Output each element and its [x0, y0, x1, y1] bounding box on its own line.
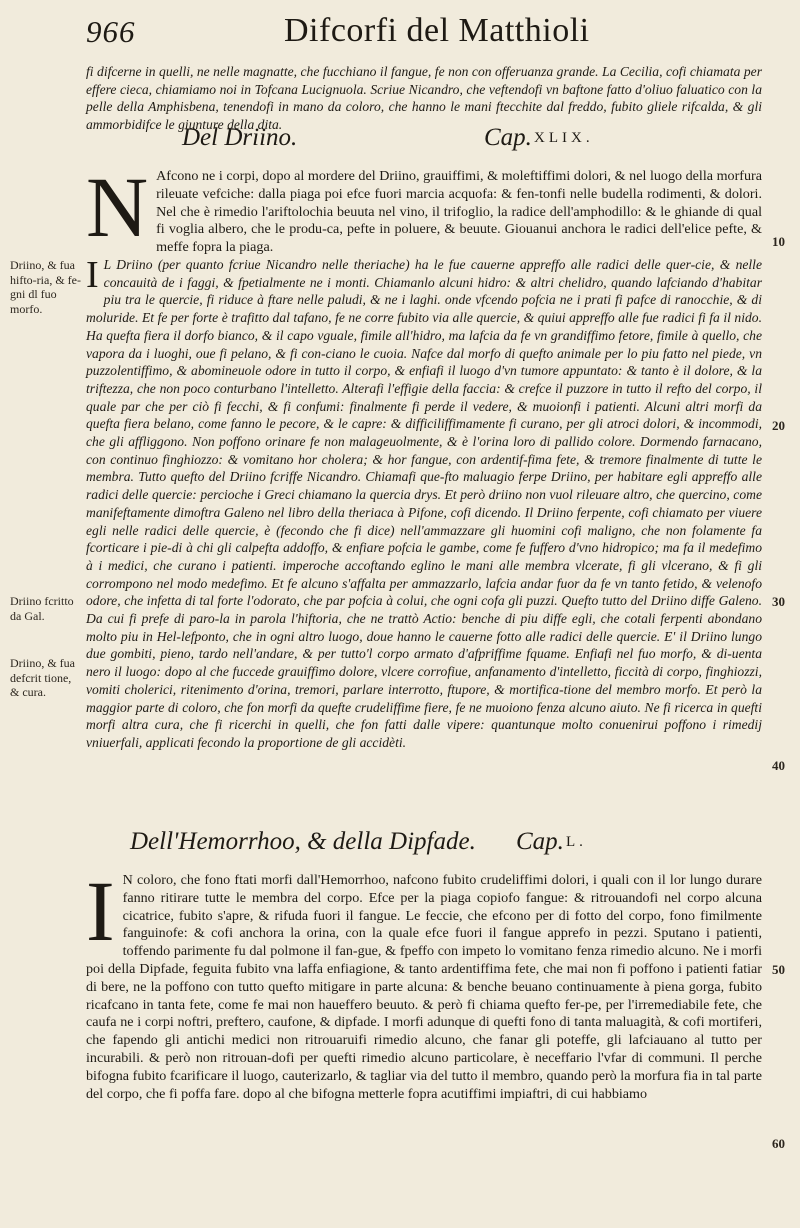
running-title: Difcorfi del Matthioli	[284, 12, 590, 49]
chapter-heading-driino	[86, 124, 762, 160]
chapter-title: Del Driino.	[182, 124, 298, 151]
margin-note: Driino, & fua defcrit tione, & cura.	[10, 656, 75, 699]
line-number-marker: 30	[772, 594, 785, 609]
chapter-title: Dell'Hemorrhoo, & della Dipfade.	[130, 828, 476, 855]
commentary-block	[86, 256, 762, 752]
chapter-number: XLIX.	[534, 130, 594, 146]
chapter-heading-hemorrhoo	[86, 828, 762, 864]
margin-note: Driino fcritto da Gal.	[10, 594, 74, 623]
line-number-marker: 20	[772, 418, 785, 433]
page-header	[86, 10, 766, 58]
line-number-marker: 40	[772, 758, 785, 773]
chapter2-text-block	[86, 863, 762, 1103]
chapter-text-body: Afcono ne i corpi, dopo al mordere del Driino, grauiffimi, & moleftiffimi dolori, & nel luogo della morfura rileuate vefciche: dalla piaga poi efce fuori marcia acquofa: & fen-tonfi nelle budella rodimenti, & dolori. Nel che è rimedio l'ariftolochia beuuta nel vino, il trifoglio, la radice dell'amphodillo: & le ghiande di qual fi voglia albero, che le produ-ca, pefte in poluere, & beuute. Giouanui anchora le radici dell'elice pefte, & meffe fopra la piaga.	[156, 168, 762, 256]
line-number-marker: 10	[772, 234, 785, 249]
drop-cap-initial: I	[86, 863, 115, 959]
line-number-marker: 50	[772, 962, 785, 977]
page-number: 966	[86, 14, 136, 49]
chapter-text-block	[86, 159, 762, 257]
drop-cap-initial: N	[86, 159, 149, 255]
chapter-number: L.	[566, 834, 587, 850]
intro-paragraph: fi difcerne in quelli, ne nelle magnatte, che fucchiano il fangue, fe non con offeruanza grande. La Cecilia, cofi chiamata per effere cieca, chiamiamo noi in Tofcana Lucignuola. Scriue Nicandro, che veftendofi vn baftone fatto d'oliuo faluatico con la pelle della Amphisbena, tenendofi in mano da coloro, che hanno le mani ftecchite dal freddo, fubito gliele rifcalda, & gli ammorbidifce le giunture della dita.	[86, 64, 762, 133]
commentary-initial: I	[86, 254, 99, 296]
chapter-text	[86, 159, 762, 257]
chapter2-text	[86, 863, 762, 1103]
chapter-label: Cap.	[484, 124, 532, 151]
chapter2-text-body: N coloro, che fono ftati morfi dall'Hemorrhoo, nafcono fubito crudeliffimi dolori, i quali con il lor lungo durare fanno ritirare tutte le membra del corpo. Efce per la piaga copiofo fangue: & ritrouandofi nel corpo alcuna cicatrice, fubito s'apre, & rifuda fuori il fangue. Le feccie, che efcono per di fotto del corpo, fono fimilmente fanguinofe: & cofi anchora la orina, con la quale efce fuori il fangue apprefo in pezzi. Sputano i patienti, toffendo parimente fu dal polmone il fan-gue, & fpeffo con impeto lo vomitano fenza rimedio alcuno. Ne i morfi poi della Dipfade, feguita fubito vna laffa enfiagione, & tanto ardentiffima fete, che mai non fi poffono i patienti fatiar di bere, ne la poffono con tutto quefto mitigare in parte alcuna: & benche beuano continuamente à piena gorga, fubito ricafcano in tanta fete, come fe mai non haueffero beuuto. & però fi chiama quefto fer-pe, per l'irremediabile fete, che caufa ne i corpi noftri, preftero, caufone, & dipfade. I morfi adunque di quefti fono di tanta maluagità, & cofi mortiferi, che fapendo gli antichi medici non ritrouaruifi rimedio alcuno, che fanar gli poteffe, gli lafciauano al tutto per incurabili. & però non ritrouan-dofi per quefti rimedio alcuno particolare, è neceffario l'vfar di communi. Il perche bifogna fubito fcarificare il luogo, cauterizarlo, & tagliar via del tutto il membro, quando però la morfura fia in tal parte del corpo, che fi poffa fare. dopo al che bifogna metterle fopra acutiffimi impiaftri, di cui habbiamo	[86, 872, 762, 1102]
margin-note: Driino, & fua hifto-ria, & fe-gni dl fuo morfo.	[10, 258, 81, 316]
line-number-marker: 60	[772, 1136, 785, 1151]
commentary-text: L Driino (per quanto fcriue Nicandro nelle theriache) ha le fue cauerne appreffo alle radici delle quer-cie, & nelle concauità de i faggi, & fpetialmente ne i monti. Chiamanlo alcuni hidro: & altri chelidro, quando lafciando d'habitar piu tra le quercie, fi riduce à ftare nelle paludi, & ne i laghi. onde vfcendo pofcia ne i prati fi pafce di ranocchie, & di moluride. Et fe per forte è trafitto dal tafano, fe ne corre fubito via alle quercie, & quiui appreffo alle fue radici fi fa il nido. Ha quefta fiera il dorfo bianco, & il capo vguale, fimile all'hidro, ma lafcia da fe vn grandiffimo fetore, fimile à quello, che vapora da i luoghi, oue fi pelano, & fi con-ciano le cuoia. Nafce dal morfo di quefto animale per lo piu fatto nel piede, vn puzzolentiffimo, & abomineuole odore in tutto il corpo, & enfiafi il luogo d'vn tumore appuntato: & tanto è il dolore, & la triftezza, che non poco conturbano l'intelletto. Alterafi l'effigie della faccia: & crefce il puzzore in tutto il refto del corpo, il quale par che per ciò fi fecchi, & fi confumi: finalmente fi perde il vedere, & muoionfi i patienti. Alcuni altri morfi da quefta fiera belano, come fanno le pecore, & le capre: & difficiliffimamente fi curano, per gli atroci dolori, & incommodi, che gli affliggono. Non poffono orinare fe non malageuolmente, & è l'orina loro di pallido colore. Dormendo farnacano, con continuo finghiozzo: & vomitano hor cholera; & hor fangue, con ardentif-fima fete, & tremore finalmente di tutte le membra. Tutto quefto del Driino fcriffe Nicandro. Chiamafi que-fto maluagio ferpe Driino, per habitare egli appreffo alle radici delle quercie: percioche i Greci chiamano la quercia drys. Et però driino non vuol rileuare altro, che quercino, come manifeftamente dimoftra Galeno nel libro della theriaca à Pifone, cofi dicendo. Il Driino ferpente, cofi chiamato per viuere egli nelle radici delle quercie, è (fecondo che fi dice) nell'ammazzare gli huomini cofi maligno, che non folamente fa fcorticare i pie-di à chi gli calpefta addoffo, & enfiare pofcia le gambe, come fe fuffero d'vno hidropico; ma fa il medefimo à i medici, che curano i patienti. imperoche accoftando eglino le mani alle membra vlcerate, fi gli vlcerano, & fi gli corrompono nel modo medefimo. Et fe alcuno s'affalta per ammazzarlo, lafcia andar fuor da fe vn tanto fetido, & velenofo odore, che infetta di tal forte l'odorato, che par pofcia à colui, che ogni cofa gli puzzi. Quefto tutto del Driino diffe Galeno. Da cui fi prefe di paro-la in parola l'hiftoria, che ne trattò Actio: benche di piu diffe egli, che cotali ferpenti abondano molto piu in Hel-lefponto, che in ogni altro luogo, doue hanno le cauerne fotto alle radici delle quercie. E' il Driino lungo due gombiti, pieno, tardo nell'andare, & per tutto'l corpo armato d'afpriffime fquame. Enfiafi nel fuo morfo, & di-uenta nero il luogo: dopo al che fuccede grauiffimo dolore, vlcere corrofiue, anfanamento d'intelletto, ficcità di corpo, finghiozzi, vomiti cholerici, ritenimento d'orina, tremori, parlare interrotto, ftupore, & mortifica-tione del membro morfo. Et però la maggior parte di coloro, che fon morfi da quefte crudeliffime fiere, fe ne muoiono fenza alcuno aiuto. Ne fi ricerca in quefti morfi altra cura, che fi ricerchi in quelli, che fon fatti dalle vipere: quantunque molto conuenirui poffono i rimedij vniuerfali, applicati fecondo la proportione de gli accidèti.	[86, 257, 762, 750]
commentary-paragraph	[86, 256, 762, 752]
chapter-label: Cap.	[516, 828, 564, 855]
